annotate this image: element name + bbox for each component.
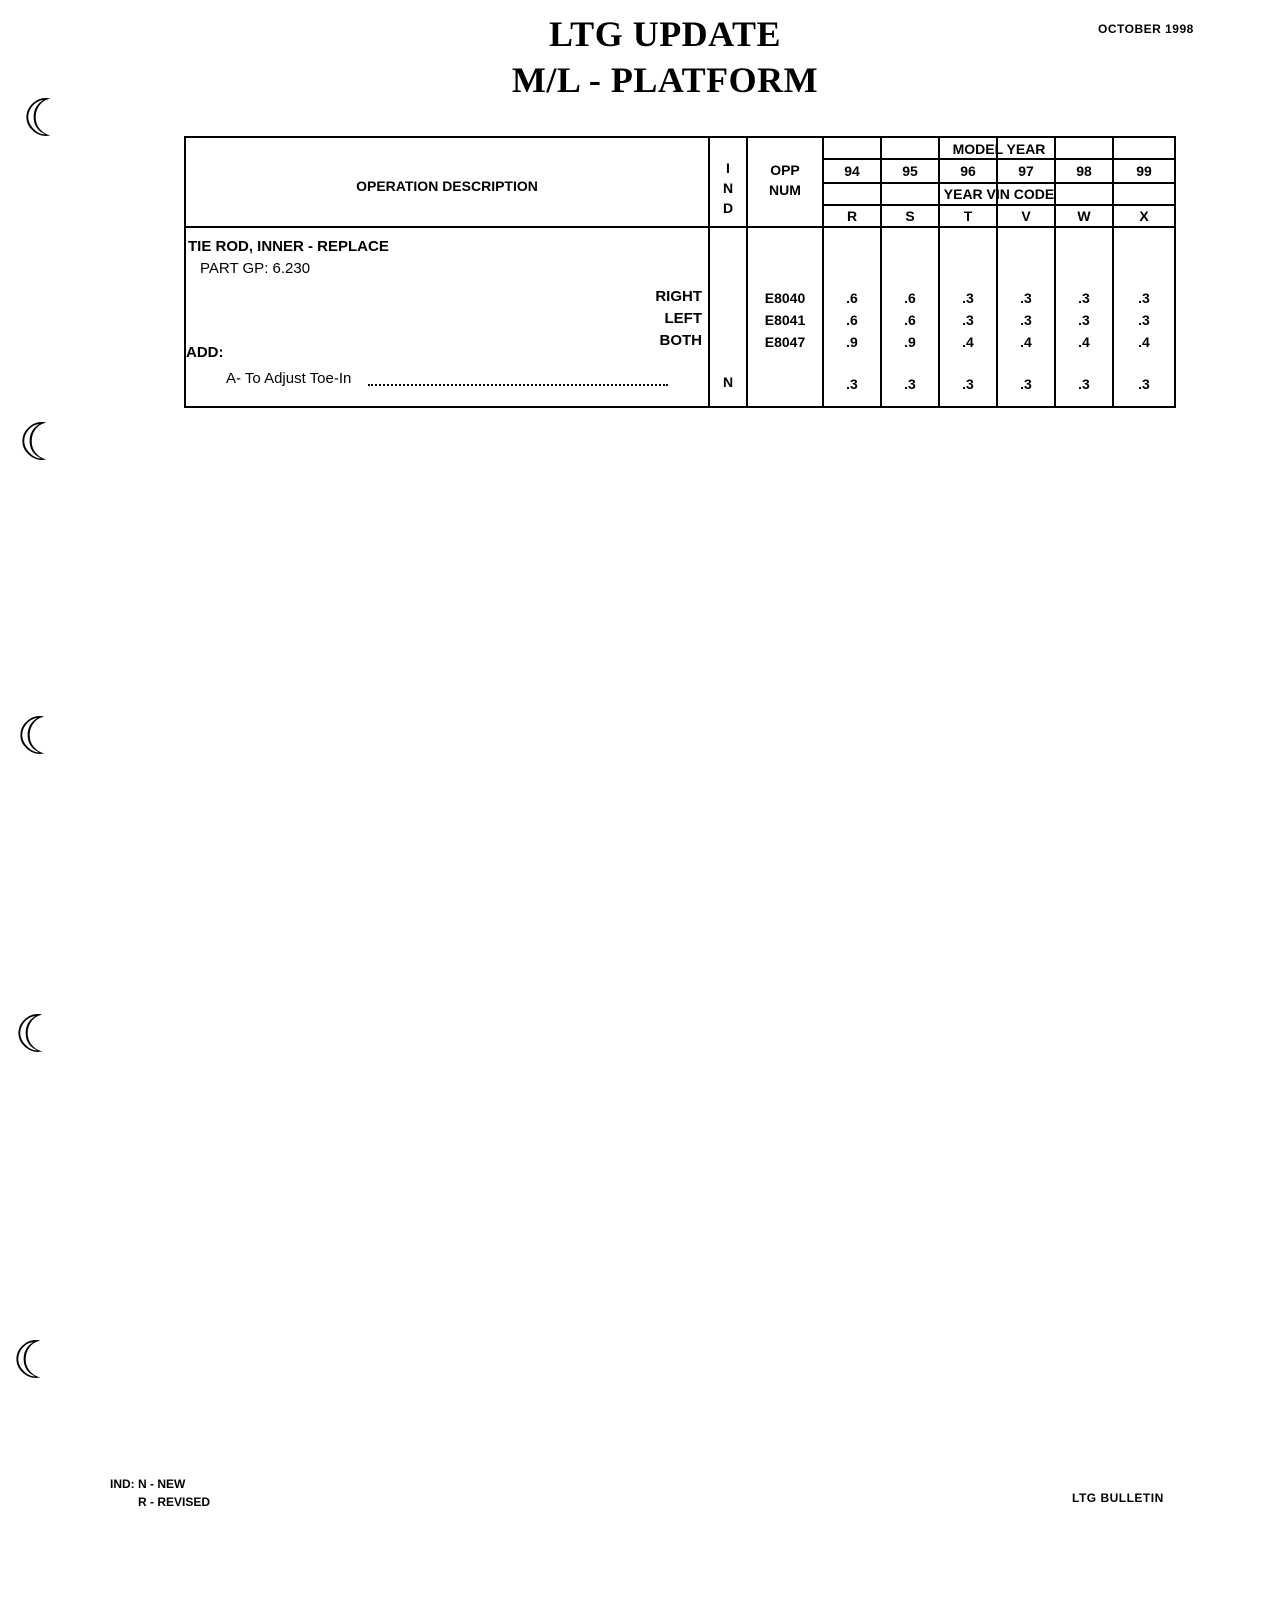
- header-model-year: MODEL YEAR: [952, 141, 1046, 157]
- row-value: .3: [962, 312, 974, 328]
- row-value: .4: [962, 334, 974, 350]
- row-value: .4: [1138, 334, 1150, 350]
- row-value: .3: [1078, 290, 1090, 306]
- row-value: .6: [904, 290, 916, 306]
- row-value: .3: [1078, 312, 1090, 328]
- add-row-value: .3: [1138, 376, 1150, 392]
- header-vin-code: S: [905, 208, 915, 224]
- part-group: PART GP: 6.230: [200, 260, 311, 277]
- header-year: 96: [960, 163, 976, 179]
- operation-title: TIE ROD, INNER - REPLACE: [188, 238, 389, 255]
- row-value: .9: [846, 334, 858, 350]
- header-ind-letter: I: [726, 160, 730, 176]
- leader-dots: [368, 384, 668, 386]
- header-vin-code: R: [846, 208, 858, 224]
- header-ind-letter: D: [722, 200, 734, 216]
- row-label: LEFT: [664, 310, 702, 327]
- add-row-value: .3: [1020, 376, 1032, 392]
- row-opp-num: E8041: [764, 312, 806, 328]
- labor-time-table: [184, 136, 1176, 408]
- bulletin-label: LTG BULLETIN: [1072, 1491, 1164, 1505]
- binder-hole-icon: ☾: [12, 1331, 59, 1391]
- header-year: 97: [1018, 163, 1034, 179]
- add-row-ind: N: [722, 374, 734, 390]
- add-row-value: .3: [1078, 376, 1090, 392]
- row-value: .3: [1138, 312, 1150, 328]
- row-label: RIGHT: [655, 288, 702, 305]
- add-row-value: .3: [846, 376, 858, 392]
- ind-legend-revised: R - REVISED: [138, 1495, 211, 1509]
- row-value: .9: [904, 334, 916, 350]
- header-ind-letter: N: [722, 180, 734, 196]
- header-opp: OPP: [770, 162, 800, 178]
- add-row-value: .3: [962, 376, 974, 392]
- table-header-bottom-line: [186, 226, 1174, 228]
- add-label: ADD:: [186, 344, 224, 361]
- table-divider: [708, 138, 710, 406]
- table-divider: [746, 138, 748, 406]
- header-year: 95: [902, 163, 918, 179]
- header-num: NUM: [769, 182, 801, 198]
- row-value: .3: [1020, 290, 1032, 306]
- row-value: .4: [1020, 334, 1032, 350]
- header-operation-description: OPERATION DESCRIPTION: [356, 178, 538, 194]
- row-opp-num: E8040: [764, 290, 806, 306]
- header-year: 94: [844, 163, 860, 179]
- row-opp-num: E8047: [764, 334, 806, 350]
- row-label: BOTH: [659, 332, 702, 349]
- row-value: .6: [846, 312, 858, 328]
- date-label: OCTOBER 1998: [1098, 22, 1194, 36]
- row-value: .3: [1138, 290, 1150, 306]
- table-divider: [822, 204, 1174, 206]
- ind-legend-new: IND: N - NEW: [110, 1477, 186, 1491]
- header-year: 99: [1136, 163, 1152, 179]
- header-vin-code: T: [963, 208, 973, 224]
- header-vin-code: W: [1077, 208, 1091, 224]
- binder-hole-icon: ☾: [18, 413, 65, 473]
- row-value: .3: [962, 290, 974, 306]
- row-value: .6: [904, 312, 916, 328]
- add-row-value: .3: [904, 376, 916, 392]
- table-divider: [822, 182, 1174, 184]
- add-row-label: A- To Adjust Toe-In: [226, 370, 352, 387]
- page-title-line-1: LTG UPDATE: [548, 14, 782, 54]
- header-vin-code: X: [1139, 208, 1149, 224]
- table-divider: [822, 158, 1174, 160]
- page-title-line-2: M/L - PLATFORM: [511, 60, 819, 100]
- row-value: .4: [1078, 334, 1090, 350]
- binder-hole-icon: ☾: [22, 89, 69, 149]
- header-vin-code: V: [1021, 208, 1031, 224]
- binder-hole-icon: ☾: [14, 1005, 61, 1065]
- row-value: .6: [846, 290, 858, 306]
- binder-hole-icon: ☾: [16, 707, 63, 767]
- header-year: 98: [1076, 163, 1092, 179]
- header-year-vin-code: YEAR VIN CODE: [943, 186, 1055, 202]
- row-value: .3: [1020, 312, 1032, 328]
